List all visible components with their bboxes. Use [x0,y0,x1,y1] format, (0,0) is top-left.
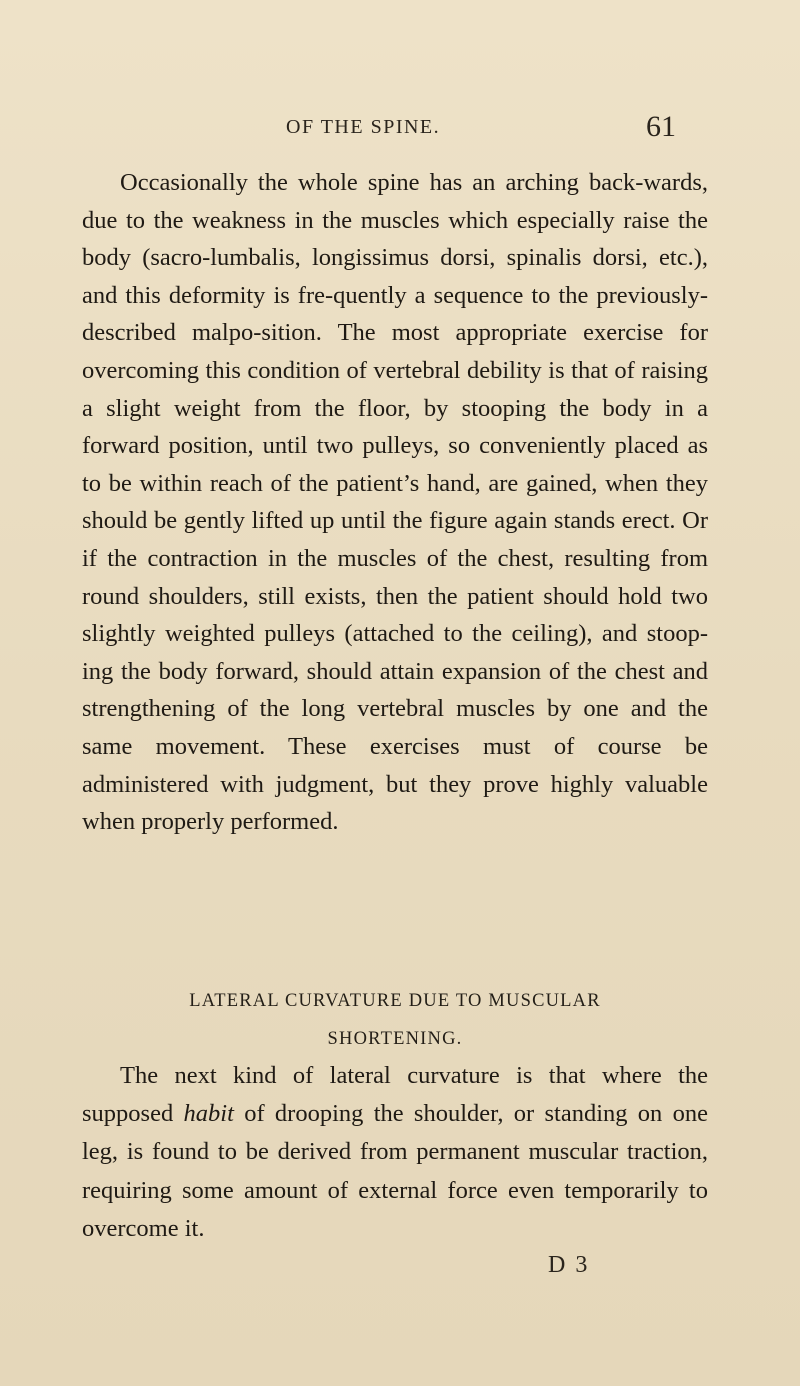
section-heading [82,982,708,1058]
paragraph-text-end: of drooping the shoulder, or standing on one leg, is found to be derived from permanent muscular traction, requiring some amount of external force even temporarily to overcome it. [82,1100,708,1242]
paragraph-arching-spine: Occasionally the whole spine has an arching back-wards, due to the weakness in the muscles which especially raise the body (sacro-lumbalis, longissimus dorsi, spinalis dorsi, etc.), and this deformity is fre-quently a sequence to the previously-described malpo-sition. The most appropriate exercise for overcoming this condition of vertebral debility is that of raising a slight weight from the floor, by stooping the body in a forward position, until two pulleys, so conveniently placed as to be within reach of the patient’s hand, are gained, when they should be gently lifted up until the figure again stands erect. Or if the contraction in the muscles of the chest, resulting from round shoulders, still exists, then the patient should hold two slightly weighted pulleys (attached to the ceiling), and stoop-ing the body forward, should attain expansion of the chest and strengthening of the long vertebral muscles by one and the same movement. These exercises must of course be administered with judgment, but they prove highly valuable when properly performed. [82,169,708,836]
section-heading-line-2: SHORTENING. [327,1029,463,1049]
page-number: 61 [646,110,676,143]
running-title: OF THE SPINE. [286,116,441,138]
printer-signature: D 3 [548,1252,590,1278]
body-text-block [82,164,708,841]
section-heading-line-1: LATERAL CURVATURE DUE TO MUSCULAR [189,991,601,1011]
body-text-block-2 [82,1057,708,1248]
italic-word: habit [183,1100,234,1128]
running-header [0,104,800,144]
paragraph-text-start: The next kind of lateral curvature is that where the supposed [82,1062,708,1128]
paragraph-lateral-curvature [82,1057,708,1248]
